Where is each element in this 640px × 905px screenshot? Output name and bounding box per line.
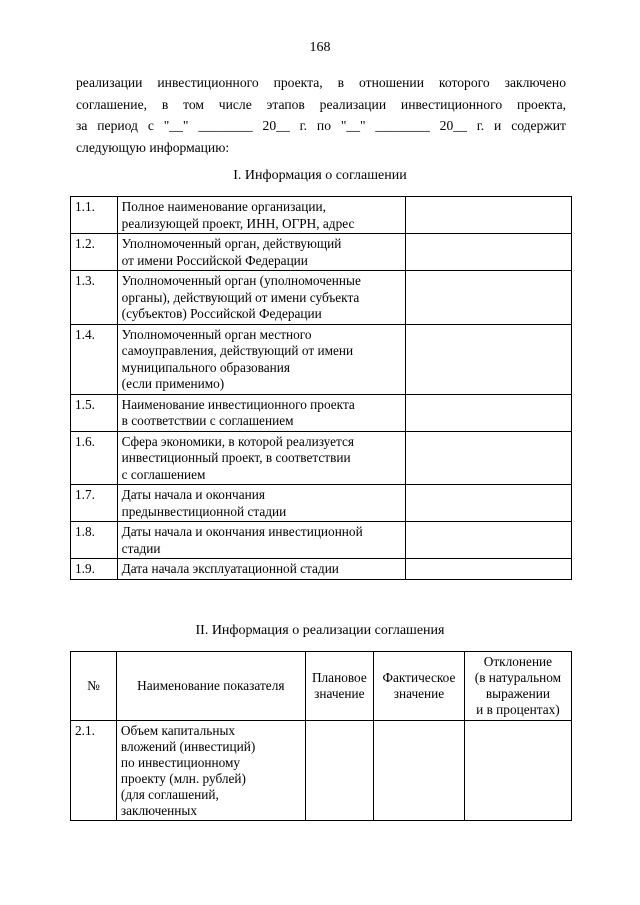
- row-deviation: [464, 721, 571, 821]
- page-number: 168: [309, 40, 331, 55]
- row-number: 1.8.: [71, 522, 118, 559]
- section-1-title: I. Информация о соглашении: [233, 168, 407, 183]
- table-row: [71, 431, 572, 485]
- row-number: 1.5.: [71, 394, 118, 431]
- header-deviation-line: выражении: [485, 686, 550, 701]
- implementation-info-table: [70, 651, 572, 821]
- row-label: [117, 234, 405, 271]
- row-label-line: Дата начала эксплуатационной стадии: [121, 561, 339, 576]
- row-label-line: Даты начала и окончания инвестиционной: [121, 524, 363, 539]
- row-planned: [305, 721, 373, 821]
- row-label: [117, 559, 405, 580]
- row-value: [405, 271, 571, 325]
- row-value: [405, 559, 571, 580]
- header-planned-line: значение: [314, 686, 365, 701]
- row-label: [117, 431, 405, 485]
- table-row: [71, 559, 572, 580]
- row-label: [117, 485, 405, 522]
- header-planned-line: Плановое: [311, 670, 367, 685]
- row-value: [405, 431, 571, 485]
- row-label-line: Уполномоченный орган, действующий: [121, 236, 342, 251]
- table-header-row: [71, 652, 572, 721]
- row-indicator-name-line: Объем капитальных: [120, 723, 236, 738]
- row-label-line: органы), действующий от имени субъекта: [121, 289, 360, 305]
- row-indicator-name-line: (для соглашений,: [120, 787, 219, 802]
- header-number: №: [71, 652, 117, 721]
- table-row: [71, 485, 572, 522]
- row-number: 1.9.: [71, 559, 118, 580]
- row-label-line: стадии: [121, 540, 161, 556]
- row-label-line: (если применимо): [121, 376, 225, 391]
- row-value: [405, 234, 571, 271]
- row-value: [405, 485, 571, 522]
- row-label: [117, 522, 405, 559]
- row-number: 1.3.: [71, 271, 118, 325]
- row-label: [117, 271, 405, 325]
- row-label-line: (субъектов) Российской Федерации: [121, 306, 322, 321]
- intro-line: соглашение, в том числе этапов реализации инвестиционного проекта,: [76, 96, 566, 112]
- intro-paragraph: [76, 72, 566, 158]
- header-deviation-line: (в натуральном: [474, 670, 562, 685]
- row-indicator-name-line: проекту (млн. рублей): [120, 771, 246, 786]
- row-number: 1.2.: [71, 234, 118, 271]
- row-label-line: с соглашением: [121, 466, 206, 482]
- table-row: [71, 324, 572, 394]
- header-deviation: [464, 652, 571, 721]
- table-row: [71, 394, 572, 431]
- row-label-line: от имени Российской Федерации: [121, 252, 308, 268]
- row-number: 1.6.: [71, 431, 118, 485]
- row-label-line: предынвестиционной стадии: [121, 503, 287, 519]
- header-deviation-line: Отклонение: [483, 654, 553, 669]
- row-label-line: самоуправления, действующий от имени: [121, 343, 354, 358]
- row-label-line: реализующей проект, ИНН, ОГРН, адрес: [121, 215, 355, 231]
- intro-line: следующую информацию:: [76, 139, 230, 155]
- header-planned: [305, 652, 373, 721]
- row-indicator-name-line: заключенных: [120, 803, 197, 818]
- table-row: [71, 271, 572, 325]
- row-indicator-name-line: вложений (инвестиций): [120, 739, 256, 754]
- row-label-line: Уполномоченный орган местного: [121, 326, 312, 342]
- row-number: 1.4.: [71, 324, 118, 394]
- row-indicator-name-line: по инвестиционному: [120, 755, 241, 770]
- header-indicator-name: Наименование показателя: [116, 652, 305, 721]
- header-deviation-line: и в процентах): [476, 702, 560, 717]
- section-2-title: II. Информация о реализации соглашения: [195, 623, 445, 638]
- header-actual-line: значение: [393, 686, 445, 701]
- row-label: [117, 324, 405, 394]
- row-number: 1.1.: [71, 197, 118, 234]
- row-label: [117, 394, 405, 431]
- row-number: 1.7.: [71, 485, 118, 522]
- row-label-line: в соответствии с соглашением: [121, 413, 294, 428]
- table-row: [71, 522, 572, 559]
- row-number: 2.1.: [71, 721, 117, 821]
- header-actual: [374, 652, 465, 721]
- row-label-line: муниципального образования: [121, 359, 291, 375]
- table-row: [71, 197, 572, 234]
- row-label-line: Уполномоченный орган (уполномоченные: [121, 273, 361, 288]
- row-value: [405, 394, 571, 431]
- table-row: [71, 721, 572, 821]
- agreement-info-table: [70, 196, 572, 580]
- row-label-line: инвестиционный проект, в соответствии: [121, 450, 351, 465]
- header-actual-line: Фактическое: [382, 670, 456, 685]
- row-label-line: Наименование инвестиционного проекта: [121, 396, 355, 412]
- intro-line: за период с "__" ________ 20__ г. по "__" ________ 20__ г. и содержит: [76, 118, 566, 133]
- row-value: [405, 197, 571, 234]
- row-label-line: Сфера экономики, в которой реализуется: [121, 433, 355, 449]
- row-indicator-name: [116, 721, 305, 821]
- row-actual: [374, 721, 465, 821]
- row-label-line: Даты начала и окончания: [121, 487, 265, 502]
- row-label: [117, 197, 405, 234]
- table-row: [71, 234, 572, 271]
- row-label-line: Полное наименование организации,: [121, 199, 326, 214]
- intro-line: реализации инвестиционного проекта, в отношении которого заключено: [76, 75, 566, 90]
- row-value: [405, 324, 571, 394]
- row-value: [405, 522, 571, 559]
